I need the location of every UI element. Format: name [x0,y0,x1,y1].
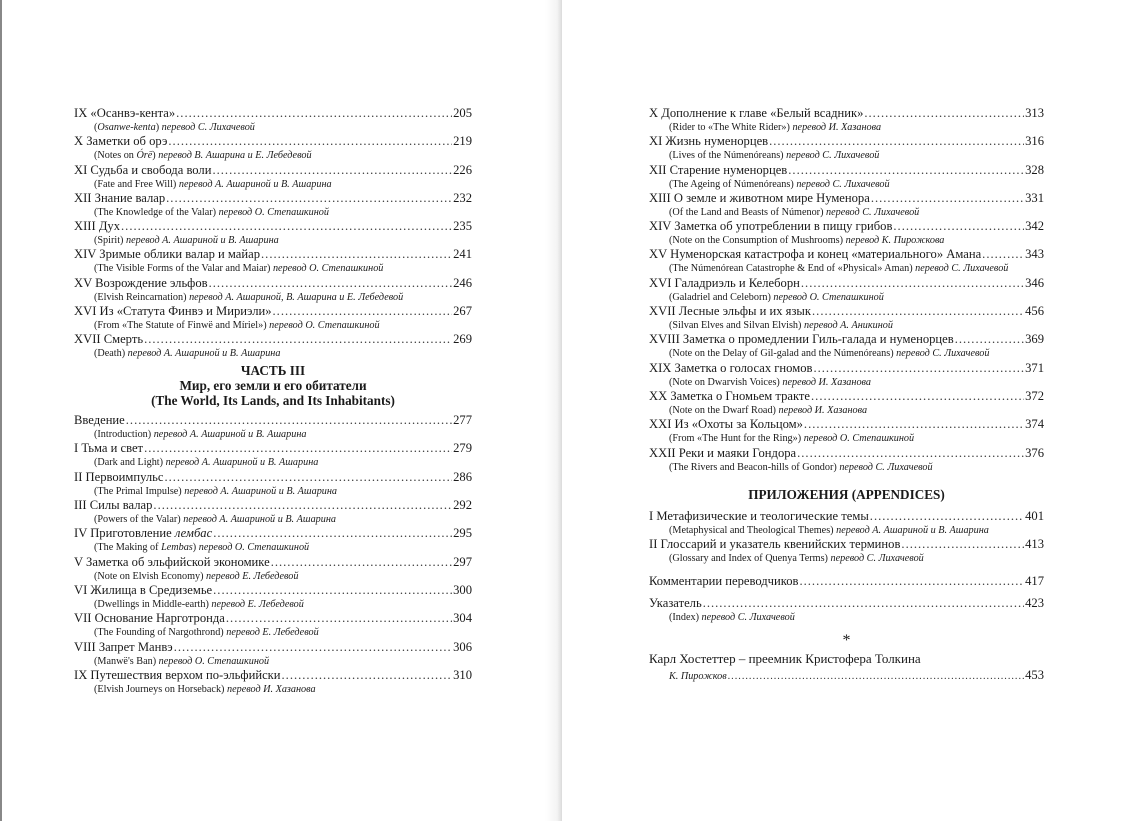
leader-dots [870,509,1024,524]
toc-entry [74,304,472,332]
translator-credit: перевод С. Лихачевой [839,461,933,473]
part-heading [74,363,472,410]
toc-entry [649,361,1044,389]
left-page [0,0,560,821]
toc-entry-page: 277 [453,413,472,428]
leader-dots [168,134,452,149]
toc-entry [74,470,472,498]
translator-credit: перевод А. Ашариной и В. Ашарина [178,178,332,190]
leader-dots [769,134,1024,149]
toc-entry-page: 286 [453,469,472,484]
toc-entry-subtitle: (Note on Elvish Economy) перевод Е. Лебедевой [94,570,299,582]
toc-entry-title: XVI Из «Статута Финвэ и Мириэли» [74,304,272,319]
leader-dots [144,332,452,347]
toc-entry-subtitle: (Elvish Reincarnation) перевод А. Ашариной, В. Ашарина и Е. Лебедевой [94,291,404,303]
leader-dots [126,413,452,428]
toc-entry [74,413,472,441]
leader-dots [728,669,1024,684]
translator-credit: перевод А. Ашариной и В. Ашарина [153,429,307,441]
translator-credit: перевод А. Ашариной, В. Ашарина и Е. Лебедевой [189,291,404,303]
toc-entry [649,163,1044,191]
translator-credit: перевод С. Лихачевой [830,553,924,565]
toc-entry-page: 417 [1025,574,1044,589]
toc-entry [649,332,1044,360]
toc-entry [649,106,1044,134]
toc-entry-title: XIV Зримые облики валар и майар [74,247,261,262]
toc-entry [649,417,1044,445]
toc-entry-page: 371 [1025,360,1044,375]
toc-entry-commentary [649,574,1044,596]
toc-entry-subtitle: (Dwellings in Middle-earth) перевод Е. Лебедевой [94,598,304,610]
toc-entry-page: 342 [1025,219,1044,234]
translator-credit: перевод К. Пирожкова [845,235,945,247]
toc-entry-title: XI Жизнь нуменорцев [649,134,769,149]
toc-entry-page: 267 [453,304,472,319]
toc-entry-title: I Тьма и свет [74,441,144,456]
toc-entry-subtitle: (From «The Statute of Finwë and Míriel») перевод О. Степашкиной [94,320,380,332]
toc-entry-subtitle: (Osanwe-kenta) перевод С. Лихачевой [94,122,255,133]
toc-entry [74,106,472,134]
toc-entry [74,498,472,526]
toc-entry-subtitle: (Galadriel and Celeborn) перевод О. Степашкиной [669,291,884,303]
toc-entry-title: Карл Хостеттер – преемник Кристофера Толкина [649,650,921,666]
leader-dots [213,526,452,541]
translator-credit: перевод С. Лихачевой [786,150,880,162]
translator-credit: перевод А. Ашариной и В. Ашарина [183,514,336,526]
leader-dots [982,247,1024,262]
toc-entry-subtitle: (Death) перевод А. Ашариной и В. Ашарина [94,348,281,360]
toc-entry-title: XVII Смерть [74,332,144,347]
toc-entry-subtitle: (Note on the Delay of Gil-galad and the Númenóreans) перевод С. Лихачевой [669,348,990,360]
toc-entry-title: VI Жилища в Средиземье [74,582,213,597]
leader-dots [271,555,452,570]
toc-entry-index [649,596,1044,624]
toc-entry [74,134,472,162]
toc-entry-subtitle: (Index) перевод С. Лихачевой [669,612,795,624]
toc-entry-title: V Заметка об эльфийской экономике [74,554,270,569]
toc-left-column [74,106,472,696]
toc-entry-title: IX «Осанвэ-кента» [74,106,176,120]
leader-dots [209,276,453,291]
toc-entry-page: 331 [1025,190,1044,205]
toc-right-column [649,106,1044,682]
toc-entry-subtitle: (The Númenórean Catastrophe & End of «Physical» Aman) перевод С. Лихачевой [669,263,1009,275]
translator-credit: перевод И. Хазанова [778,404,868,416]
leader-dots [893,219,1024,234]
toc-entry-page: 401 [1025,508,1044,523]
toc-entry-page: 316 [1025,134,1044,149]
translator-credit: перевод И. Хазанова [792,122,882,133]
toc-entry [649,446,1044,474]
leader-dots [174,640,452,655]
toc-entry-subtitle: (Elvish Journeys on Horseback) перевод И. Хазанова [94,683,316,695]
toc-entry-title: II Глоссарий и указатель квенийских терминов [649,537,901,552]
toc-entry [74,247,472,275]
toc-entry [649,276,1044,304]
toc-entry [649,537,1044,565]
toc-entry-subtitle: (The Visible Forms of the Valar and Maiar) перевод О. Степашкиной [94,263,384,275]
toc-entry-subtitle: (Note on the Consumption of Mushrooms) перевод К. Пирожкова [669,235,945,247]
part-title-ru: Мир, его земли и его обитатели [179,377,367,393]
toc-entry-page: 374 [1025,417,1044,432]
toc-entry-subtitle: (Fate and Free Will) перевод А. Ашариной и В. Ашарина [94,178,332,190]
toc-entry-subtitle: (Powers of the Valar) перевод А. Ашариной и В. Ашарина [94,514,336,526]
toc-entry [74,640,472,668]
toc-entry [649,219,1044,247]
translator-credit: перевод Е. Лебедевой [226,627,319,639]
toc-entry-subtitle: (The Rivers and Beacon-hills of Gondor) перевод С. Лихачевой [669,461,933,473]
toc-entry-title: XV Возрождение эльфов [74,275,208,290]
leader-dots [797,446,1024,461]
toc-entry-title: IV Приготовление лембас [74,526,213,541]
toc-entry [74,611,472,639]
translator-credit: перевод С. Лихачевой [701,612,795,624]
appendices-heading: ПРИЛОЖЕНИЯ (APPENDICES) [748,486,945,502]
leader-dots [804,417,1024,432]
translator-credit: перевод А. Ашариной и В. Ашарина [127,348,281,360]
toc-entry-subtitle: (Note on the Dwarf Road) перевод И. Хазанова [669,404,868,416]
toc-entry-page: 235 [453,219,472,234]
toc-entry [74,441,472,469]
toc-entry-subtitle: (Of the Land and Beasts of Númenor) перевод С. Лихачевой [669,206,920,218]
toc-entry-subtitle: (Notes on Órë) перевод В. Ашарина и Е. Лебедевой [94,150,312,162]
toc-entry-page: 313 [1025,106,1044,120]
toc-entry [74,163,472,191]
leader-dots [871,191,1024,206]
leader-dots [788,163,1024,178]
toc-entry [649,134,1044,162]
toc-entry-subtitle: (The Ageing of Númenóreans) перевод С. Лихачевой [669,178,890,190]
toc-entry-subtitle: (The Founding of Nargothrond) перевод Е. Лебедевой [94,627,319,639]
translator-credit: перевод О. Степашкиной [803,433,915,445]
toc-entry-page: 413 [1025,537,1044,552]
toc-entry-page: 376 [1025,445,1044,460]
part-label: ЧАСТЬ III [240,362,306,378]
toc-entry-page: 226 [453,162,472,177]
toc-entry-page: 241 [453,247,472,262]
toc-entry-page: 423 [1025,596,1044,611]
toc-entry-title: XVII Лесные эльфы и их язык [649,304,812,319]
toc-entry-subtitle: (The Knowledge of the Valar) перевод О. Степашкиной [94,206,329,218]
toc-entry-title: VII Основание Нарготронда [74,611,225,626]
toc-entry-title: Введение [74,413,125,428]
toc-entry-subtitle: (Dark and Light) перевод А. Ашариной и В. Ашарина [94,457,319,469]
toc-entry-page: 346 [1025,275,1044,290]
leader-dots [955,332,1024,347]
translator-credit: перевод И. Хазанова [782,376,871,388]
toc-entry-title: Комментарии переводчиков [649,574,799,589]
toc-entry-title: X Дополнение к главе «Белый всадник» [649,106,864,120]
translator-credit: перевод А. Аникиной [803,320,893,332]
leader-dots [273,304,453,319]
translator-credit: перевод В. Ашарина и Е. Лебедевой [158,150,312,162]
toc-entry-page: 246 [453,275,472,290]
leader-dots [176,106,452,121]
toc-entry-title: XII Знание валар [74,190,166,205]
toc-entry-title: X Заметки об орэ [74,134,168,149]
translator-credit: перевод С. Лихачевой [826,206,920,218]
toc-entry-title: IX Путешествия верхом по-эльфийски [74,667,281,682]
section-star: * [842,631,851,649]
translator-credit: перевод О. Степашкиной [158,655,270,667]
leader-dots [703,596,1024,611]
leader-dots [811,389,1024,404]
toc-entry [649,247,1044,275]
leader-dots [166,191,452,206]
toc-entry-title: Указатель [649,596,702,611]
toc-entry-title: XIV Заметка об употреблении в пищу грибов [649,219,893,234]
leader-dots [213,583,452,598]
right-page [562,0,1121,821]
translator-credit: перевод А. Ашариной и В. Ашарина [184,485,338,497]
toc-entry [74,668,472,696]
leader-dots [799,574,1024,589]
toc-entry-subtitle: (The Making of Lembas) перевод О. Степашкиной [94,542,310,554]
leader-dots [226,611,452,626]
toc-entry-page: 292 [453,498,472,513]
toc-entry [649,191,1044,219]
toc-entry-page: 205 [453,106,472,120]
toc-entry [74,583,472,611]
toc-entry-page: 219 [453,134,472,149]
toc-entry-title: XX Заметка о Гномьем тракте [649,388,811,403]
toc-entry-page: 300 [453,582,472,597]
toc-entry-final [649,650,1044,682]
toc-entry-page: 304 [453,611,472,626]
toc-entry-page: 269 [453,332,472,347]
toc-entry-subtitle: (Manwë's Ban) перевод О. Степашкиной [94,655,270,667]
toc-entry-title: XIII Дух [74,219,121,234]
toc-entry-title: XII Старение нуменорцев [649,162,788,177]
leader-dots [144,441,452,456]
leader-dots [282,668,453,683]
toc-entry-subtitle: (Note on Dwarvish Voices) перевод И. Хазанова [669,376,871,388]
toc-entry [74,191,472,219]
translator-credit: перевод С. Лихачевой [915,263,1009,275]
toc-entry [74,332,472,360]
toc-entry-title: XI Судьба и свобода воли [74,162,212,177]
toc-entry-page: 456 [1025,304,1044,319]
leader-dots [812,304,1024,319]
translator-credit: перевод А. Ашариной и В. Ашарина [125,235,279,247]
toc-entry-page: 310 [453,667,472,682]
toc-entry-title: XIX Заметка о голосах гномов [649,360,813,375]
toc-entry-page: 232 [453,190,472,205]
leader-dots [212,163,452,178]
toc-entry-subtitle: (Lives of the Númenóreans) перевод С. Лихачевой [669,150,880,162]
toc-entry-page: 328 [1025,162,1044,177]
part-title-en: (The World, Its Lands, and Its Inhabitants) [151,393,395,409]
toc-entry [74,555,472,583]
toc-entry [74,276,472,304]
toc-entry-subtitle: (Glossary and Index of Quenya Terms) перевод С. Лихачевой [669,553,924,565]
toc-entry-subtitle: (The Primal Impulse) перевод А. Ашариной и В. Ашарина [94,485,338,497]
translator-credit: перевод О. Степашкиной [269,320,380,332]
toc-entry-page: 297 [453,554,472,569]
toc-entry-title: II Первоимпульс [74,469,164,484]
leader-dots [901,537,1024,552]
toc-entry-page: 453 [1025,667,1044,682]
translator-credit: перевод О. Степашкиной [218,206,329,218]
toc-entry-title: XVIII Заметка о промедлении Гиль-галада и нуменорцев [649,332,954,347]
toc-entry [649,304,1044,332]
translator-credit: перевод О. Степашкиной [198,542,310,554]
toc-entry-subtitle: (Rider to «The White Rider») перевод И. Хазанова [669,122,882,133]
toc-entry-page: 343 [1025,247,1044,262]
translator-credit: перевод С. Лихачевой [161,122,255,133]
leader-dots [864,106,1024,121]
leader-dots [801,276,1024,291]
toc-entry [649,389,1044,417]
toc-entry-page: 372 [1025,388,1044,403]
translator-credit: перевод С. Лихачевой [796,178,890,190]
toc-entry-page: 279 [453,441,472,456]
translator-credit: перевод Е. Лебедевой [211,598,304,610]
translator-credit: перевод О. Степашкиной [272,263,384,275]
toc-entry-title: XIII О земле и животном мире Нуменора [649,190,870,205]
toc-entry-page: 306 [453,639,472,654]
toc-entry [74,219,472,247]
author-credit: К. Пирожков [669,670,727,682]
leader-dots [261,247,452,262]
toc-entry-title: XVI Галадриэль и Келеборн [649,275,800,290]
toc-entry-page: 369 [1025,332,1044,347]
toc-entry-title: VIII Запрет Манвэ [74,639,173,654]
toc-entry-title: I Метафизические и теологические темы [649,508,869,523]
translator-credit: перевод Е. Лебедевой [206,570,299,582]
toc-entry-title: XV Нуменорская катастрофа и конец «материального» Амана [649,247,982,262]
leader-dots [164,470,452,485]
translator-credit: перевод А. Ашариной и В. Ашарина [836,524,989,536]
toc-entry-subtitle: (Silvan Elves and Silvan Elvish) перевод А. Аникиной [669,320,893,332]
toc-entry [74,526,472,554]
translator-credit: перевод И. Хазанова [226,683,316,695]
toc-entry-page: 295 [453,526,472,541]
leader-dots [121,219,452,234]
translator-credit: перевод С. Лихачевой [896,348,990,360]
toc-entry-subtitle: (Spirit) перевод А. Ашариной и В. Ашарина [94,235,279,247]
toc-entry-subtitle: (From «The Hunt for the Ring») перевод О. Степашкиной [669,433,915,445]
toc-entry-title: XXI Из «Охоты за Кольцом» [649,417,803,432]
leader-dots [813,361,1024,376]
toc-entry-title: XXII Реки и маяки Гондора [649,445,797,460]
translator-credit: перевод О. Степашкиной [773,291,884,303]
toc-entry-subtitle: (Metaphysical and Theological Themes) перевод А. Ашариной и В. Ашарина [669,524,989,536]
toc-entry-subtitle: (Introduction) перевод А. Ашариной и В. Ашарина [94,429,307,441]
translator-credit: перевод А. Ашариной и В. Ашарина [165,457,319,469]
toc-entry-title: III Силы валар [74,498,153,513]
leader-dots [153,498,452,513]
toc-entry [649,509,1044,537]
